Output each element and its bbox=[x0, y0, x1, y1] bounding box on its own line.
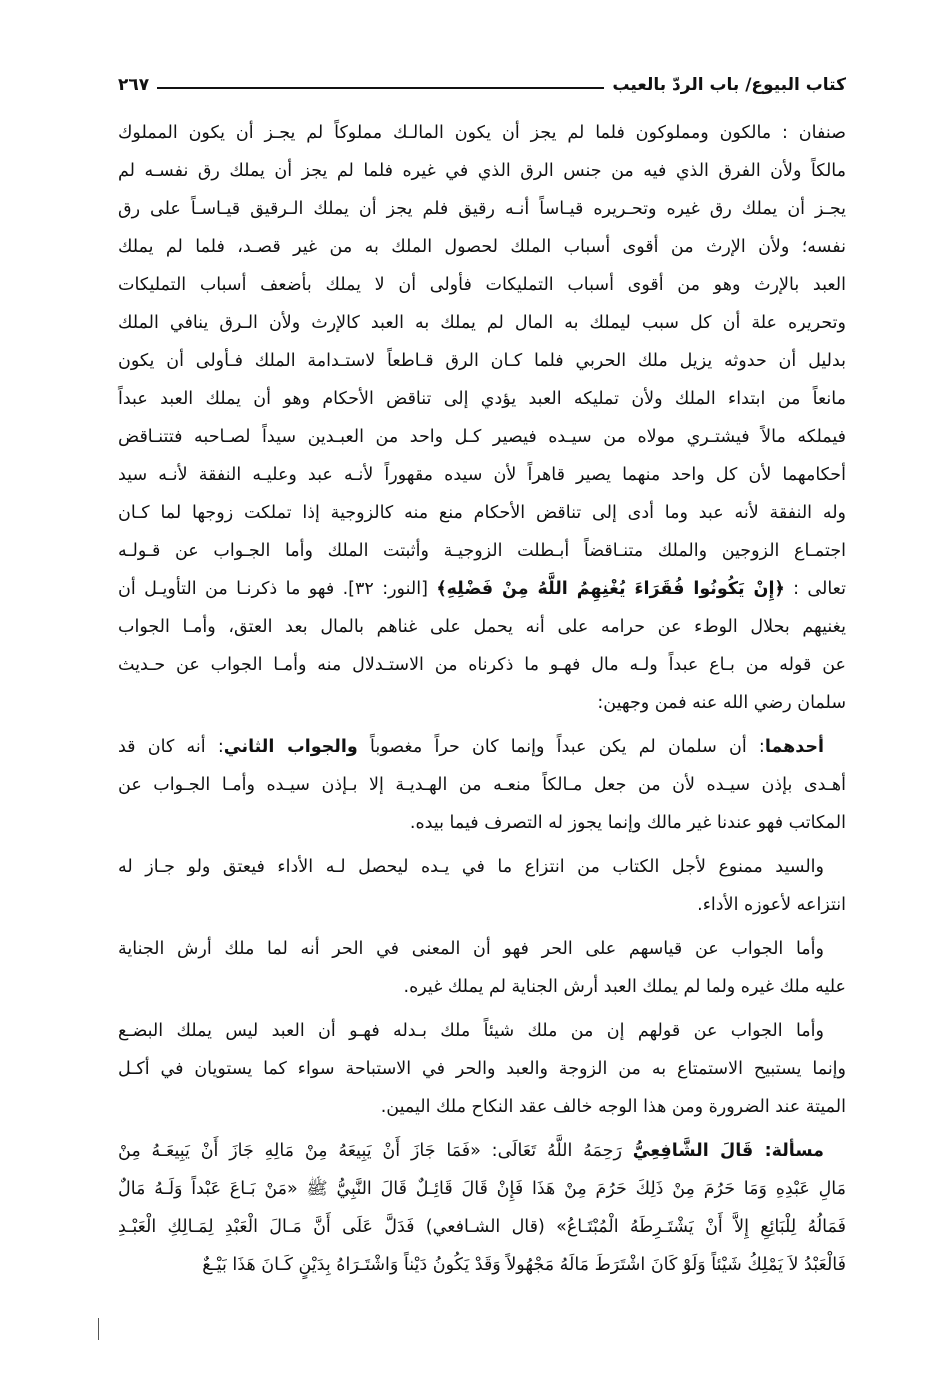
paragraph bbox=[118, 1012, 846, 1126]
text-line bbox=[118, 228, 846, 266]
text-line bbox=[118, 418, 846, 456]
text-segment: وأما الجواب عن قياسهم على الحر فهو أن المعنى في الحر أنه لما ملك أرش الجناية bbox=[118, 939, 824, 959]
text-segment: وله النفقة لأنه عبد وما أدى إلى تناقض الأحكام منع منه كالزوجية إذا تملكت زوجها لما كـان bbox=[118, 503, 846, 523]
text-segment: وتحريره علة أن كل سبب ليملك به المال لم يملك به العبد كالإرث ولأن الـرق ينافي الملك bbox=[118, 313, 846, 333]
text-segment: يجـز أن يملك رق غيره وتحـريره قيـاساً أنـه رقيق فلم يجز أن يملك الـرقيق قيـاسـاً على رق bbox=[118, 199, 846, 219]
text-segment: مانعاً من ابتداء الملك ولأن تمليكه العبد يؤدي إلى تناقض الأحكام وهو أن يملك العبد عبداً bbox=[118, 389, 846, 409]
text-segment: الميتة عند الضرورة ومن هذا الوجه خالف عقد النكاح ملك اليمين. bbox=[380, 1097, 846, 1117]
text-line bbox=[118, 1088, 846, 1126]
text-segment: العبد بالإرث وهو من أقوى أسباب التمليكات فأولى أن لا يملك بأضعف أسباب التمليكات bbox=[118, 275, 846, 295]
text-line bbox=[118, 968, 846, 1006]
text-segment: صنفان : مالكون ومملوكون فلما لم يجز أن يكون المالـك مملوكاً لم يجـز أن يكون المملوك bbox=[118, 123, 846, 143]
bold-text: أحدهما bbox=[764, 737, 824, 757]
text-line bbox=[118, 1050, 846, 1088]
running-header bbox=[118, 68, 846, 102]
header-rule bbox=[157, 87, 604, 89]
text-line bbox=[118, 1170, 846, 1208]
text-line bbox=[118, 152, 846, 190]
running-title: كتاب البيوع/ باب الردّ بالعيب bbox=[612, 75, 846, 95]
text-segment: مالكاً ولأن الفرق الذي فيه من جنس الرق الذي في غيره فلما لم يجز أن يملك رق نفسـه لم bbox=[118, 161, 846, 181]
text-line bbox=[118, 380, 846, 418]
text-line bbox=[118, 1132, 846, 1170]
text-segment: أهـدى بإذن سيـده لأن من جعل مـالكاً منعـه من الهـديـة إلا بـإذن سيـده وأمـا الجـواب عن bbox=[118, 775, 846, 795]
text-line bbox=[118, 1208, 846, 1246]
text-line bbox=[118, 848, 846, 886]
text-line bbox=[118, 494, 846, 532]
bold-text: والجواب الثاني bbox=[223, 737, 358, 757]
text-segment: وإنما يستبيح الاستمتاع به من الزوجة والعبد والحر في الاستباحة سواء كما يستويان في أكـل bbox=[118, 1059, 846, 1079]
paragraph bbox=[118, 930, 846, 1006]
text-line bbox=[118, 266, 846, 304]
text-line bbox=[118, 570, 846, 608]
paragraph bbox=[118, 1132, 846, 1284]
text-line bbox=[118, 456, 846, 494]
text-segment: نفسه؛ ولأن الإرث من أقوى أسباب الملك لحصول الملك به من غير قصـد، فلما لم يملك bbox=[118, 237, 846, 257]
text-segment: تعالى : bbox=[784, 579, 846, 599]
text-segment: وأما الجواب عن قولهم إن من ملك شيئاً ملك بـدله فهـو أن العبد ليس يملك البضـع bbox=[118, 1021, 824, 1041]
text-line bbox=[118, 608, 846, 646]
text-segment: : أن سلمان لم يكن عبداً وإنما كان حراً مغصوباً bbox=[357, 737, 765, 757]
text-segment: سلمان رضي الله عنه فمن وجهين: bbox=[597, 693, 846, 713]
text-line bbox=[118, 190, 846, 228]
text-segment: عليه ملك غيره ولما لم يملك العبد أرش الجناية لم يملك غيره. bbox=[403, 977, 846, 997]
text-segment: انتزاعه لأعوزه الأداء. bbox=[697, 895, 846, 915]
bold-text: مسألة: قَالَ الشَّافِعِيُّ bbox=[632, 1141, 824, 1161]
text-segment: اجتمـاع الزوجين والملك متنـاقضاً أبـطلت الزوجيـة وأثبتت الملك وأما الجـواب عن قـولـه bbox=[118, 541, 846, 561]
text-segment: [النور: ٣٢]. فهو ما ذكرنـا من التأويـل أن bbox=[118, 579, 437, 599]
text-line bbox=[118, 342, 846, 380]
text-line bbox=[118, 804, 846, 842]
text-line bbox=[118, 114, 846, 152]
text-segment: والسيد ممنوع لأجل الكتاب من انتزاع ما في يـده ليحصل لـه الأداء فيعتق ولو جـاز له bbox=[118, 857, 824, 877]
page-number: ٢٦٧ bbox=[118, 75, 150, 95]
text-line bbox=[118, 646, 846, 684]
paragraph bbox=[118, 728, 846, 842]
text-line bbox=[118, 930, 846, 968]
text-line bbox=[118, 766, 846, 804]
page-body bbox=[118, 114, 846, 1284]
text-line bbox=[118, 886, 846, 924]
text-segment: المكاتب فهو عندنا غير مالك وإنما يجوز له التصرف فيما بيده. bbox=[409, 813, 846, 833]
text-line bbox=[118, 1246, 846, 1284]
text-line bbox=[118, 304, 846, 342]
text-segment: : أنه كان قد bbox=[118, 737, 224, 757]
text-segment: يغنيهم بحلال الوطء عن حرامه على أنه يحمل على غناهم بالمال بعد العتق، وأمـا الجواب bbox=[118, 617, 846, 637]
bold-text: ﴿إِنْ يَكُونُوا فُقَرَاءَ يُغْنِهِمُ اللَّهُ مِنْ فَضْلِهِ﴾ bbox=[436, 579, 785, 599]
text-segment: فَالْعَبْدُ لاَ يَمْلِكُ شَيْئاً وَلَوْ كَانَ اشْتَرَطَ مَالَهُ مَجْهُولاً وَقَدْ يَكُونُ دَيْناً وَاشْتَـرَاهُ بِدَيْنٍ كَـانَ هَذَا بَيْـعٌ bbox=[202, 1255, 846, 1275]
text-segment: فيملكه مالاً فيشتـري مولاه من سيـده فيصير كـل واحد من العبـدين سيداً لصـاحبه فتتنـاقض bbox=[118, 427, 846, 447]
text-segment: رَحِمَهُ اللَّهُ تَعَالَى: «فَمَا جَازَ أَنْ يَبِيعَهُ مِنْ مَالِهِ جَازَ أَنْ يَبِيعَـهُ مِنْ bbox=[118, 1141, 633, 1161]
margin-mark bbox=[98, 1318, 99, 1340]
book-page bbox=[118, 68, 846, 1290]
text-segment: عن قوله من بـاع عبداً ولـه مال فهـو ما ذكرناه من الاستـدلال منه وأمـا الجواب عن حـديث bbox=[118, 655, 846, 675]
paragraph bbox=[118, 848, 846, 924]
text-segment: بدليل أن حدوثه يزيل ملك الحربي فلما كـان الرق قـاطعاً لاستـدامة الملك فـأولى أن يكون bbox=[118, 351, 846, 371]
text-segment: فَمَالُهُ لِلْبَائِعِ إِلاَّ أَنْ يَشْتَـرِطَهُ الْمُبْتَـاعُ» (قال الشـافعي) فَدَلَّ عَلَى أَنَّ مَـالَ الْعَبْدِ لِمَـالِكِ الْعَبْـدِ bbox=[118, 1217, 846, 1237]
text-line bbox=[118, 532, 846, 570]
text-line bbox=[118, 684, 846, 722]
text-line bbox=[118, 728, 846, 766]
text-line bbox=[118, 1012, 846, 1050]
paragraph bbox=[118, 114, 846, 722]
text-segment: مَالِ عَبْدِهِ وَمَا حَرُمَ مِنْ ذَلِكَ حَرُمَ مِنْ هَذَا فَإِنْ قَالَ قَائِـلٌ قَالَ النَّبِيُّ ﷺ «مَنْ بَـاعَ عَبْداً وَلَـهُ مَالٌ bbox=[118, 1179, 846, 1199]
text-segment: أحكامهما لأن كل واحد منهما يصير قاهراً لأن سيده مقهوراً لأنـه عبد وعليـه النفقة لأنـه سيد bbox=[118, 465, 846, 485]
